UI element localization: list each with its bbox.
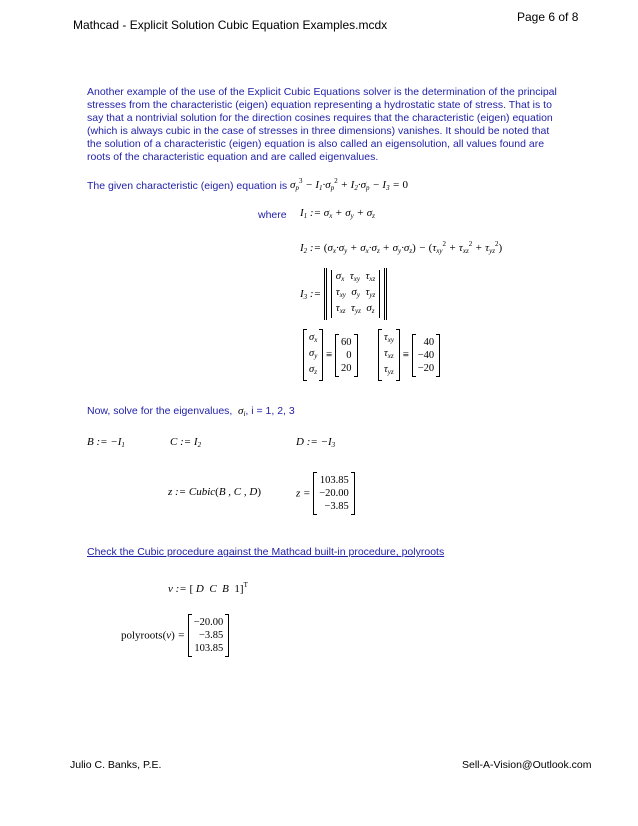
solve-label: Now, solve for the eigenvalues, $\sigma_i$, i = 1, 2, 3 [87, 405, 295, 418]
tau-value: −20 [417, 362, 435, 374]
intro-paragraph [87, 86, 567, 164]
polyroots-value: 103.85 [194, 643, 224, 654]
v-definition[interactable]: v := [ D C B 1]$^T$ [168, 581, 248, 595]
sigma-value: 0 [346, 349, 352, 361]
intro-line: say that a nontrivial solution for the direction cosines requires that the characteristic (eigen) equation [87, 112, 553, 124]
intro-line: roots of the characteristic equation and are called eigenvalues. [87, 151, 379, 163]
intro-line: (which is always cubic in the case of stresses in three dimensions) vanishes. It should be noted that [87, 125, 550, 137]
c-definition[interactable]: C := $I_2$ [170, 436, 202, 449]
footer-email: Sell-A-Vision@Outlook.com [462, 759, 592, 771]
tau-value: −40 [417, 349, 435, 361]
i1-definition[interactable]: $I_1$ := $\sigma_x + \sigma_y + \sigma_z$ [300, 207, 375, 220]
tau-value: 40 [423, 336, 435, 348]
document-title: Mathcad - Explicit Solution Cubic Equation Examples.mcdx [73, 18, 388, 32]
tau-vector-definition[interactable]: $\tau_{xy}$ $\tau_{xz}$ $\tau_{yz} \equiv 40$ −40 −20 [378, 329, 440, 381]
polyroots-value: −3.85 [198, 630, 224, 641]
where-label: where [258, 209, 287, 221]
d-definition[interactable]: D := $-I_3$ [296, 436, 336, 449]
sigma-value: 60 [341, 336, 352, 348]
intro-line: the solution of a characteristic (eigen) equation is also called an eigensolution, all values found are [87, 138, 545, 150]
sigma-value: 20 [341, 362, 352, 374]
characteristic-equation[interactable]: $\sigma_p^3 - I_1\cdot\sigma_p^2 + I_2\cdot\sigma_p - I_3 = 0$ [290, 177, 409, 192]
b-definition[interactable]: B := $-I_1$ [87, 436, 125, 449]
polyroots-value: −20.00 [193, 617, 224, 628]
z-value: 103.85 [319, 475, 349, 486]
z-value: −3.85 [324, 501, 349, 512]
z-result[interactable]: z = 103.85 −20.00 −3.85 [296, 472, 355, 515]
intro-line: Another example of the use of the Explicit Cubic Equations solver is the determination of the principal [87, 86, 557, 98]
cubic-call[interactable]: z := Cubic(B , C , D) [168, 486, 261, 498]
intro-line: stresses from the characteristic (eigen) equation representing a hydrostatic state of stress. That is to [87, 99, 552, 111]
check-polyroots-link[interactable]: Check the Cubic procedure against the Mathcad built-in procedure, polyroots [87, 546, 445, 558]
page-number: Page 6 of 8 [517, 10, 579, 24]
footer-author: Julio C. Banks, P.E. [70, 759, 162, 771]
sigma-vector-definition[interactable]: $\sigma_x$ $\sigma_y$ $\sigma_z \equiv 60$ 0 20 [303, 329, 358, 381]
polyroots-function: polyroots [121, 629, 163, 642]
i3-definition[interactable]: $I_3$ := $\sigma_x$ $\tau_{xy}$ $\tau_{xz}$ $\tau_{xy}$ $\sigma_y$ $\tau_{yz}$ $\tau_{xz}$ $\tau_{yz}$ $\sigma_z$ [300, 268, 387, 320]
z-value: −20.00 [319, 488, 349, 499]
i2-definition[interactable]: $I_2$ := $(\sigma_x\cdot\sigma_y + \sigma_x\cdot\sigma_z + \sigma_y\cdot\sigma_z) - (\tau_{xy}^2 + \tau_{xz}^2 + \tau_{yz}^2)$ [300, 240, 503, 255]
polyroots-result[interactable]: polyroots(v) = −20.00 −3.85 103.85 [121, 614, 229, 657]
given-equation-label: The given characteristic (eigen) equation is [87, 180, 288, 192]
